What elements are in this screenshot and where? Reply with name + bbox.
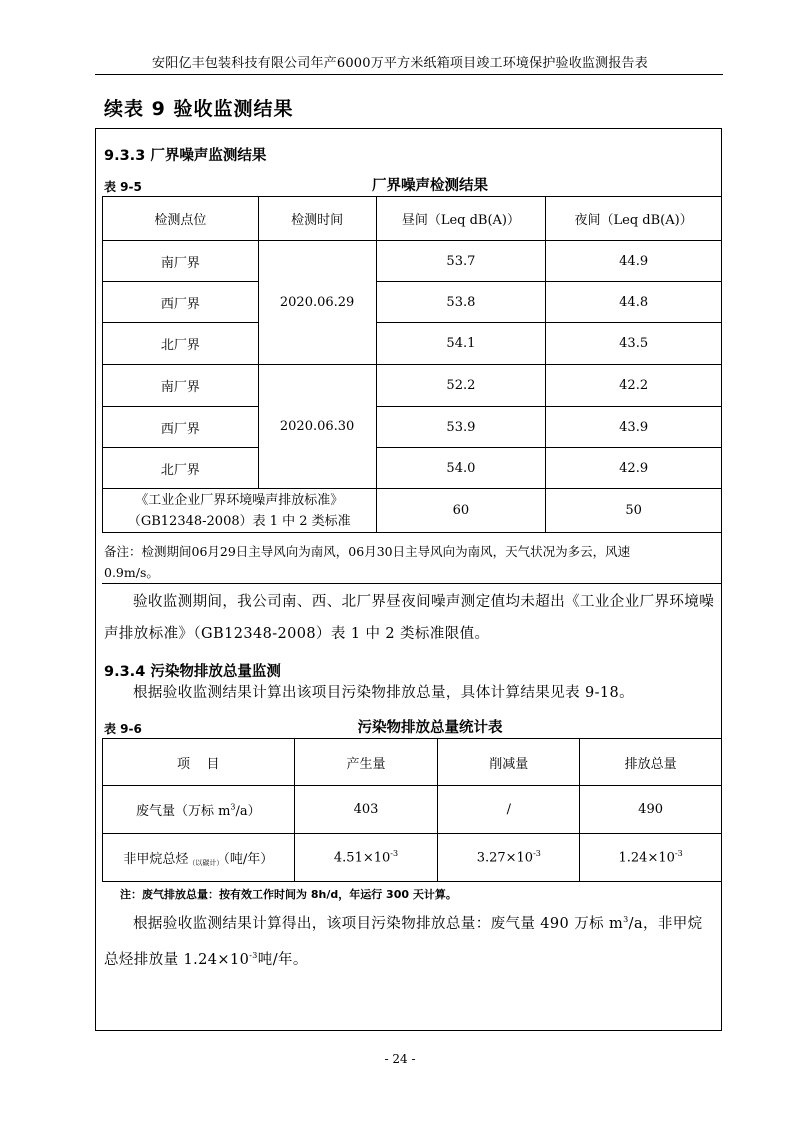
item-unit: （吨/年） bbox=[223, 851, 274, 867]
night-value-cell: 43.5 bbox=[546, 323, 722, 365]
noise-table-title: 厂界噪声检测结果 bbox=[372, 178, 488, 194]
pollutant-table-title: 污染物排放总量统计表 bbox=[357, 720, 503, 736]
reduced-value: 3.27×10 bbox=[476, 850, 534, 866]
table-row bbox=[103, 834, 722, 882]
pollutant-conclusion bbox=[104, 904, 716, 976]
date-cell: 2020.06.29 bbox=[258, 241, 376, 365]
conclusion-exponent: -3 bbox=[249, 950, 258, 960]
table-row bbox=[103, 407, 722, 448]
emitted-cell bbox=[580, 834, 722, 882]
noise-remark-line2: 0.9m/s。 bbox=[104, 565, 159, 580]
day-value-cell: 53.8 bbox=[376, 282, 546, 323]
table-row bbox=[103, 282, 722, 323]
item-superscript: 3 bbox=[230, 802, 236, 812]
table-row bbox=[103, 448, 722, 489]
point-cell: 南厂界 bbox=[103, 365, 259, 407]
noise-table-label: 表 9-5 bbox=[104, 180, 142, 194]
pollutant-note: 注：废气排放总量：按有效工作时间为 8h/d，年运行 300 天计算。 bbox=[120, 888, 457, 901]
col-header-day: 昼间（Leq dB(A)） bbox=[376, 197, 546, 241]
night-value-cell: 44.8 bbox=[546, 282, 722, 323]
col-header-item: 项 目 bbox=[103, 739, 295, 786]
day-value-cell: 53.9 bbox=[376, 407, 546, 448]
reduced-exponent: -3 bbox=[533, 849, 541, 859]
produced-exponent: -3 bbox=[390, 849, 399, 859]
emitted-cell: 490 bbox=[580, 786, 722, 834]
conclusion-part-b: /a，非甲烷总烃排放量 1.24×10 bbox=[104, 915, 703, 968]
reduced-cell: / bbox=[438, 786, 580, 834]
emitted-value: 1.24×10 bbox=[618, 850, 675, 866]
day-value-cell: 53.7 bbox=[376, 241, 546, 282]
pollutant-table bbox=[102, 738, 722, 882]
noise-table bbox=[102, 196, 722, 533]
noise-conclusion: 验收监测期间，我公司南、西、北厂界昼夜间噪声测定值均未超出《工业企业厂界环境噪声排放标准》（GB12348-2008）表 1 中 2 类标准限值。 bbox=[104, 594, 715, 642]
page-number: - 24 - bbox=[384, 1052, 416, 1066]
col-header-point: 检测点位 bbox=[103, 197, 259, 241]
pollutant-intro: 根据验收监测结果计算出该项目污染物排放总量，具体计算结果见表 9-18。 bbox=[133, 685, 635, 701]
section-title: 续表 9 验收监测结果 bbox=[104, 98, 294, 120]
page-header: 安阳亿丰包装科技有限公司年产6000万平方米纸箱项目竣工环境保护验收监测报告表 bbox=[152, 56, 648, 71]
day-value-cell: 54.1 bbox=[376, 323, 546, 365]
pollutant-header-row bbox=[103, 739, 722, 786]
noise-remark-line1: 备注：检测期间06月29日主导风向为南风，06月30日主导风向为南风，天气状况为多云，风速 bbox=[104, 544, 631, 559]
point-cell: 北厂界 bbox=[103, 448, 259, 489]
conclusion-part-c: 吨/年。 bbox=[257, 951, 308, 968]
conclusion-superscript: 3 bbox=[623, 915, 629, 924]
standard-name-line2: （GB12348-2008）表 1 中 2 类标准 bbox=[127, 513, 351, 529]
standard-day-cell: 60 bbox=[376, 489, 546, 533]
pollutant-table-label: 表 9-6 bbox=[104, 722, 142, 736]
table-row bbox=[103, 365, 722, 407]
item-cell bbox=[103, 786, 295, 834]
point-cell: 西厂界 bbox=[103, 282, 259, 323]
remark-divider bbox=[102, 583, 722, 584]
date-cell: 2020.06.30 bbox=[258, 365, 376, 489]
night-value-cell: 42.9 bbox=[546, 448, 722, 489]
table-row bbox=[103, 323, 722, 365]
item-cell bbox=[103, 834, 295, 882]
night-value-cell: 43.9 bbox=[546, 407, 722, 448]
produced-cell: 403 bbox=[294, 786, 438, 834]
conclusion-part-a: 根据验收监测结果计算得出，该项目污染物排放总量：废气量 490 万标 m bbox=[133, 915, 624, 932]
pollutant-table-bottom-rule bbox=[102, 881, 722, 882]
item-unit: /a） bbox=[235, 804, 261, 819]
col-header-night: 夜间（Leq dB(A)） bbox=[546, 197, 722, 241]
noise-header-row bbox=[103, 197, 722, 241]
table-row bbox=[103, 786, 722, 834]
noise-heading: 9.3.3 厂界噪声监测结果 bbox=[104, 148, 267, 164]
item-subscript: （以碳计） bbox=[188, 858, 224, 867]
produced-cell bbox=[294, 834, 438, 882]
day-value-cell: 52.2 bbox=[376, 365, 546, 407]
standard-row bbox=[103, 489, 722, 533]
night-value-cell: 42.2 bbox=[546, 365, 722, 407]
produced-value: 4.51×10 bbox=[333, 850, 391, 866]
night-value-cell: 44.9 bbox=[546, 241, 722, 282]
noise-remark bbox=[104, 541, 720, 583]
day-value-cell: 54.0 bbox=[376, 448, 546, 489]
col-header-reduced: 削减量 bbox=[438, 739, 580, 786]
emitted-exponent: -3 bbox=[674, 849, 683, 859]
standard-name-line1: 《工业企业厂界环境噪声排放标准》 bbox=[135, 492, 344, 508]
point-cell: 南厂界 bbox=[103, 241, 259, 282]
col-header-emitted: 排放总量 bbox=[580, 739, 722, 786]
point-cell: 北厂界 bbox=[103, 323, 259, 365]
item-name: 废气量（万标 m bbox=[135, 804, 231, 819]
pollutant-heading: 9.3.4 污染物排放总量监测 bbox=[104, 664, 281, 680]
item-name: 非甲烷总烃 bbox=[123, 851, 189, 867]
header-divider bbox=[95, 74, 723, 75]
reduced-cell bbox=[438, 834, 580, 882]
table-row bbox=[103, 241, 722, 282]
standard-night-cell: 50 bbox=[546, 489, 722, 533]
point-cell: 西厂界 bbox=[103, 407, 259, 448]
standard-name-cell bbox=[103, 489, 377, 533]
col-header-produced: 产生量 bbox=[294, 739, 438, 786]
col-header-time: 检测时间 bbox=[258, 197, 376, 241]
